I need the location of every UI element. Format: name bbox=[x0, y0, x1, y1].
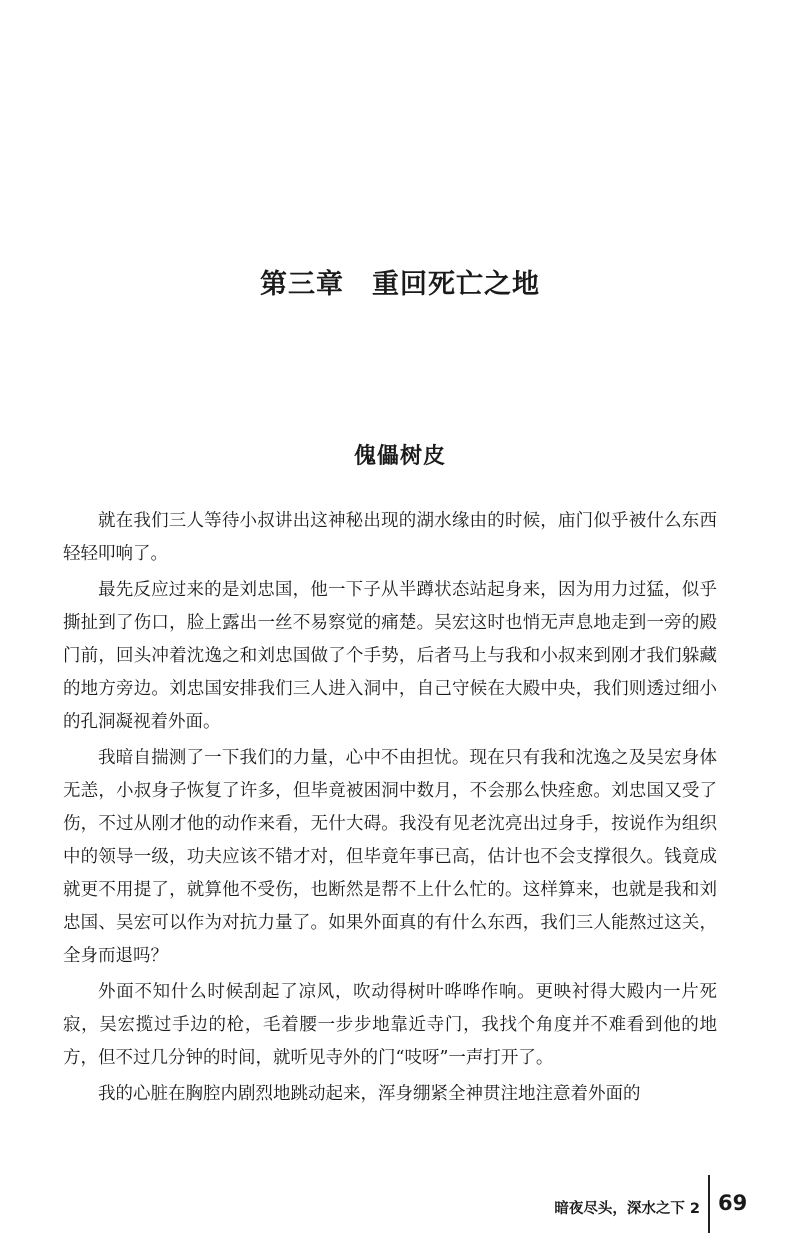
paragraph-4: 外面不知什么时候刮起了凉风，吹动得树叶哗哗作响。更映衬得大殿内一片死寂，吴宏揽过手边的枪，毛着腰一步步地靠近寺门，我找个角度并不难看到他的地方，但不过几分钟的时间，就听见寺外的门“吱呀”一声打开了。 bbox=[63, 982, 717, 1068]
paragraph-3: 我暗自揣测了一下我们的力量，心中不由担忧。现在只有我和沈逸之及吴宏身体无恙，小叔身子恢复了许多，但毕竟被困洞中数月，不会那么快痊愈。刘忠国又受了伤，不过从刚才他的动作来看，无什大碍。我没有见老沈亮出过身手，按说作为组织中的领导一级，功夫应该不错才对，但毕竟年事已高，估计也不会支撑很久。钱竟成就更不用提了，就算他不受伤，也断然是帮不上什么忙的。这样算来，也就是我和刘忠国、吴宏可以作为对抗力量了。如果外面真的有什么东西，我们三人能熬过这关，全身而退吗？ bbox=[63, 748, 717, 966]
section-title: 傀儡树皮 bbox=[353, 444, 446, 469]
running-footer-book-title: 暗夜尽头，深水之下 2 bbox=[554, 1201, 700, 1217]
paragraph-1: 就在我们三人等待小叔讲出这神秘出现的湖水缘由的时候，庙门似乎被什么东西轻轻叩响了。 bbox=[63, 511, 717, 564]
body-text bbox=[63, 505, 717, 1114]
chapter-title: 第三章 重回死亡之地 bbox=[260, 269, 540, 300]
paragraph-5: 我的心脏在胸腔内剧烈地跳动起来，浑身绷紧全神贯注地注意着外面的 bbox=[98, 1084, 641, 1104]
page-number: 69 bbox=[718, 1191, 748, 1215]
footer-divider bbox=[708, 1175, 710, 1233]
page-footer bbox=[0, 1175, 800, 1235]
paragraph-2: 最先反应过来的是刘忠国，他一下子从半蹲状态站起身来，因为用力过猛，似乎撕扯到了伤口，脸上露出一丝不易察觉的痛楚。吴宏这时也悄无声息地走到一旁的殿门前，回头冲着沈逸之和刘忠国做了个手势，后者马上与我和小叔来到刚才我们躲藏的地方旁边。刘忠国安排我们三人进入洞中，自己守候在大殿中央，我们则透过细小的孔洞凝视着外面。 bbox=[63, 580, 717, 732]
